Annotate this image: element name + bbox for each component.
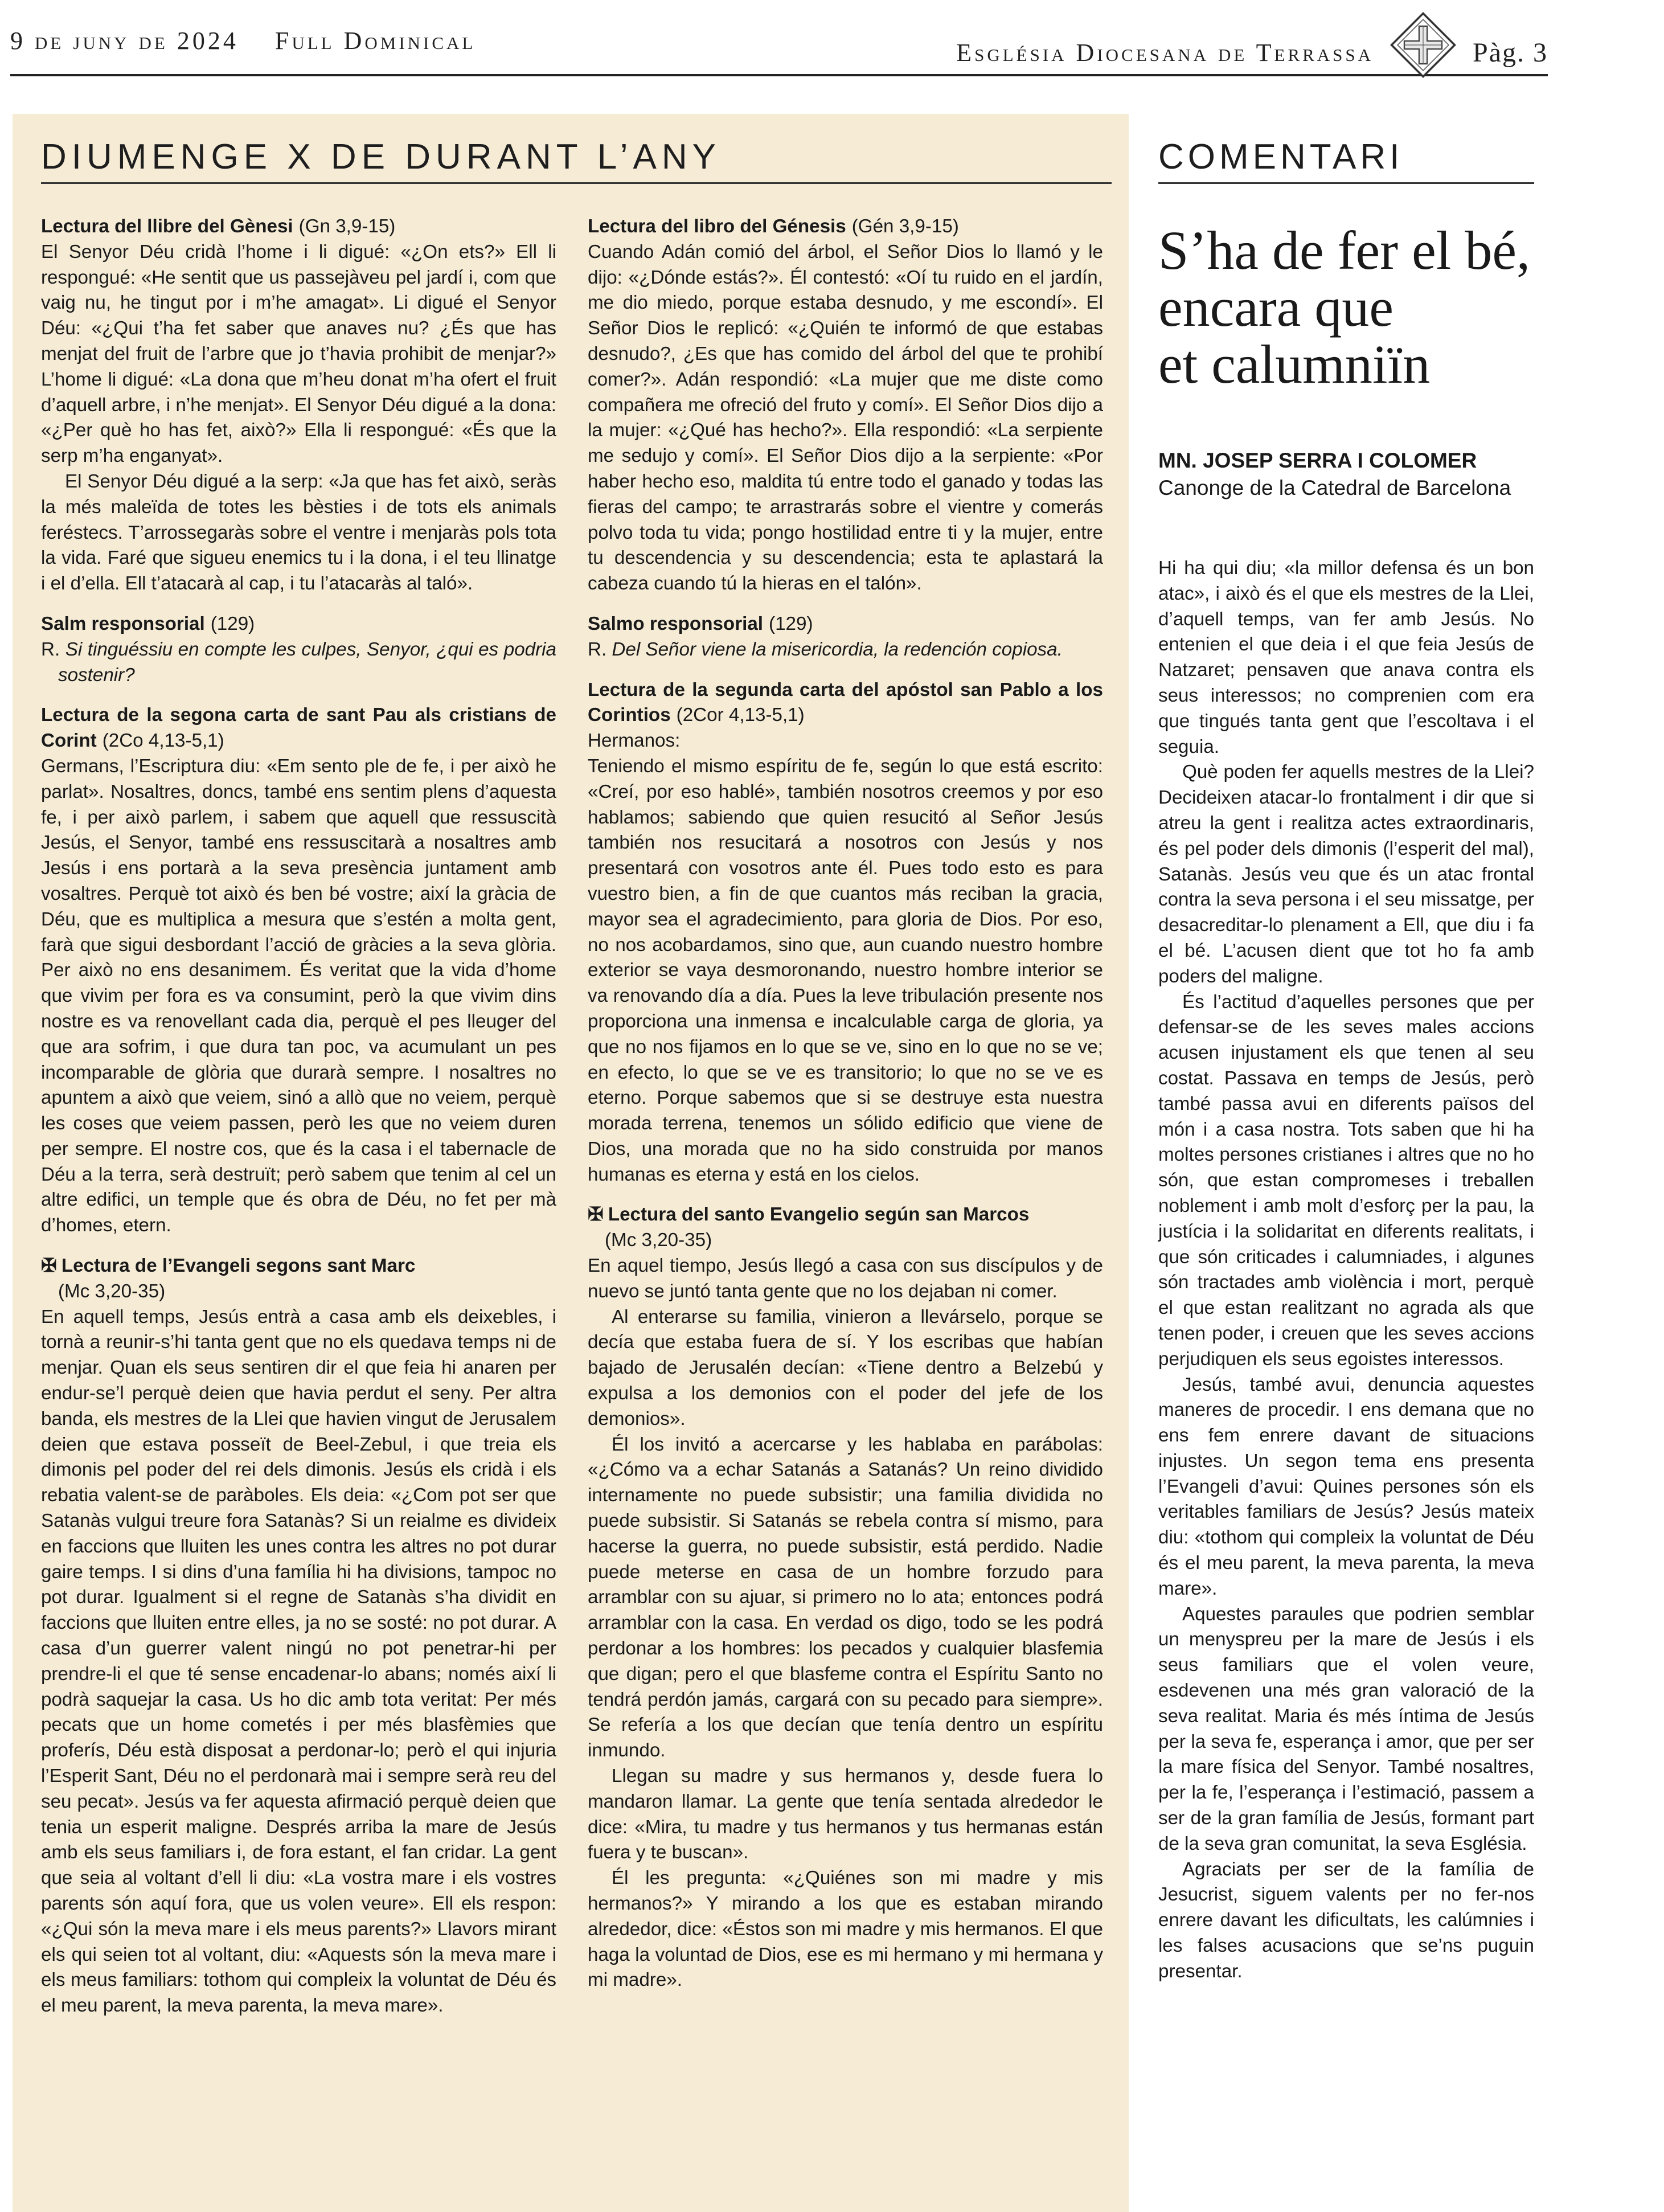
reading-paragraph: Germans, l’Escriptura diu: «Em sento ple de fe, i per això he parlat». Nosaltres, doncs, també ens sentim plens d’aquesta fe, i per això parlem, i sabem que aquell que ressuscità Jesús, el Senyor, també ens ressuscitarà a nosaltres amb Jesús i ens portarà a la seva presència juntament amb vosaltres. Perquè tot això és ben bé vostre; així la gràcia de Déu, que es multiplica a mesura que s’estén a molta gent, farà que sigui desbordant l’acció de gràcies a la seva glòria. Per això no ens desanimem. És veritat que la vida d’home que vivim per fora es va consumint, però la que vivim dins nostre es va renovellant cada dia, perquè el pes lleuger del que ara sofrim, i que dura tan poc, va acumulant un pes incomparable de glòria que durarà sempre. I nosaltres no apuntem a això que veiem, sinó a allò que no veiem, perquè les coses que veiem passen, però les que no veiem duren per sempre. El nostre cos, que és la casa i el tabernacle de Déu a la terra, serà destruït; però sabem que tenim al cel un altre edifici, un temple que és obra de Déu, no fet per mà d’homes, etern. (41, 755, 556, 1236)
psalm-reference: (129) (769, 613, 813, 634)
catalan-readings-column (41, 214, 556, 2019)
readings-panel (13, 114, 1129, 2212)
commentary-section-title: COMENTARI (1158, 137, 1404, 177)
reading-reference: (2Co 4,13-5,1) (102, 730, 224, 752)
gospel-title-text: Lectura del santo Evangelio según san Marcos (608, 1204, 1030, 1226)
gospel-title-text: Lectura de l’Evangeli segons sant Marc (61, 1255, 416, 1277)
response-marker: R. (41, 638, 60, 660)
header-left (10, 26, 476, 55)
reading-greeting: Hermanos: (588, 730, 681, 752)
psalm-reference: (129) (210, 613, 255, 634)
psalm-title (41, 612, 556, 637)
reading-paragraph: El Senyor Déu digué a la serp: «Ja que has fet això, seràs la més maleïda de totes les bèsties i de tots els animals feréstecs. T’arrossegaràs sobre el ventre i menjaràs pols tota la vida. Faré que sigueu enemics tu i la dona, i el teu llinatge i el d’ella. Ell t’atacarà al cap, i tu l’atacaràs al taló». (41, 470, 556, 595)
diocese-name: Església Diocesana de Terrassa (956, 38, 1374, 67)
commentary-paragraph: Què poden fer aquells mestres de la Llei? Decideixen atacar-lo frontalment i dir que si atreu la gent i realitza actes extraordinaris, és pel poder dels dimonis (l’esperit del mal), Satanàs. Jesús veu que és un atac frontal contra la seva persona i el seu missatge, per desacreditar-lo plenament a Ell, que diu i fa el bé. L’acusen dient que tot ho fa amb poders del maligne. (1158, 761, 1534, 987)
second-reading-title (588, 678, 1103, 729)
headline-line: et calumniïn (1158, 334, 1431, 395)
commentary-paragraph: Agraciats per ser de la família de Jesucrist, siguem valents per no fer-nos enrere davant les dificultats, les calúmnies i les falses acusacions que se’ns puguin presentar. (1158, 1858, 1534, 1982)
psalm-response (588, 637, 1103, 663)
response-marker: R. (588, 638, 607, 660)
commentary-paragraph: És l’actitud d’aquelles persones que per defensar-se de les seves males accions acusen injustament els que tenen al seu costat. Passava en temps de Jesús, però també passa avui en diferents països del món i a casa nostra. Tots saben que hi ha moltes persones cristianes i altres que no ho són, que estan compromeses i treballen noblement i amb molt d’esforç per la pau, la justícia i la solidaritat en diferents realitats, i que són criticades i calumniades, i algunes són tractades amb violència i mort, perquè el que estan realitzant no agrada als que tenen poder, i creuen que les seves accions perjudiquen els seus egoistes interessos. (1158, 991, 1534, 1370)
gospel-reference: (Mc 3,20-35) (58, 1280, 166, 1302)
issue-date: 9 de juny de 2024 (10, 27, 239, 55)
first-reading-title (41, 214, 556, 240)
gospel-cross-icon: ✠ (41, 1255, 57, 1277)
reading-title-text: Lectura del libro del Génesis (588, 216, 846, 237)
commentary-headline (1158, 222, 1546, 393)
reading-reference: (2Cor 4,13-5,1) (676, 704, 805, 726)
commentary-paragraph: Jesús, també avui, denuncia aquestes maneres de procedir. I ens demana que no ens fem enrere davant de situacions injustes. Un segon tema ens presenta l’Evangeli d’avui: Quines persones són els veritables familiars de Jesús? Jesús mateix diu: «tothom qui compleix la voluntat de Déu és el meu parent, la meva parenta, la meva mare». (1158, 1374, 1534, 1599)
commentary-body (1158, 556, 1534, 1985)
psalm-response (41, 637, 556, 689)
second-reading-title (41, 703, 556, 754)
psalm-response-text: Si tinguéssiu en compte les culpes, Senyor, ¿qui es podria sostenir? (58, 638, 556, 686)
headline-line: S’ha de fer el bé, (1158, 220, 1531, 281)
reading-paragraph: En aquell temps, Jesús entrà a casa amb els deixebles, i tornà a reunir-s’hi tanta gent que no els quedava temps ni de menjar. Quan els seus sentiren dir el que feia hi anaren per endur-se’l perquè deien que havia perdut el seny. Per altra banda, els mestres de la Llei que havien vingut de Jerusalem deien que estava posseït de Beel-Zebul, i que treia els dimonis pel poder del rei dels dimonis. Jesús els cridà i els rebatia valent-se de paràboles. Els deia: «¿Com pot ser que Satanàs vulgui treure fora Satanàs? Si un reialme es divideix en faccions que lluiten les unes contra les altres no pot durar gaire temps. I si dins d’una família hi ha divisions, tampoc no pot durar. Igualment si el regne de Satanàs s’ha dividit en faccions que lluiten entre elles, ja no se sosté: no pot durar. A casa d’un guerrer valent ningú no pot penetrar-hi per prendre-li el que té sense encadenar-lo abans; només així li podrà saquejar la casa. Us ho dic amb tota veritat: Per més pecats que un home cometés i per més blasfèmies que proferís, Déu està disposat a perdonar-lo; però el qui injuria l’Esperit Sant, Déu no el perdonarà mai i sempre serà reu del seu pecat». Jesús va fer aquesta afirmació perquè deien que tenia un esperit maligne. Després arriba la mare de Jesús amb els seus familiars i, de fora estant, el fan cridar. La gent que seia al voltant d’ell li diu: «La vostra mare i els vostres parents són aquí fora, que us volen veure». Ell els respon: «¿Qui són la meva mare i els meus parents?» Llavors mirant els qui seien tot al voltant, diu: «Aquests són la meva mare i els meus familiars: tothom qui compleix la voluntat de Déu és el meu parent, la meva parenta, la meva mare». (41, 1306, 556, 2017)
page-header (10, 22, 1548, 76)
headline-line: encara que (1158, 277, 1394, 338)
commentary-paragraph: Hi ha qui diu; «la millor defensa és un bon atac», i això és el que els mestres de la Llei, d’aquell temps, van fer amb Jesús. No entenien el que deia i el que feia Jesús de Natzaret; pensaven que anava contra els seus interessos; no comprenien com era que tingués tanta gent que l’escoltava i el seguia. (1158, 558, 1534, 757)
reading-paragraph: Él los invitó a acercarse y les hablaba en parábolas: «¿Cómo va a echar Satanás a Satanás? Un reino dividido internamente no puede subsistir; una familia dividida no puede subsistir. Si Satanás se rebela contra sí mismo, para hacerse la guerra, no puede subsistir, está perdido. Nadie puede meterse en casa de un hombre forzudo para arramblar con su ajuar, si primero no lo ata; entonces podrá arramblar con la casa. En verdad os digo, todo se les podrá perdonar a los hombres: los pecados y cualquier blasfemia que digan; pero el que blasfeme contra el Espíritu Santo no tendrá perdón jamás, cargará con su pecado para siempre». Se refería a los que decían que tenía dentro un espíritu inmundo. (588, 1433, 1103, 1762)
reading-paragraph: Al enterarse su familia, vinieron a llevárselo, porque se decía que estaba fuera de sí. Y los escribas que habían bajado de Jerusalén decían: «Tiene dentro a Belzebú y expulsa a los demonios con el poder del jefe de los demonios». (588, 1306, 1103, 1429)
reading-paragraph: Cuando Adán comió del árbol, el Señor Dios lo llamó y le dijo: «¿Dónde estás?». Él contestó: «Oí tu ruido en el jardín, me dio miedo, porque estaba desnudo, y me escondí». El Señor Dios le replicó: «¿Quién te informó de que estabas desnudo?, ¿Es que has comido del árbol del que te prohibí comer?». Adán respondió: «La mujer que me diste como compañera me ofreció del fruto y comí». El Señor Dios dijo a la mujer: «¿Qué has hecho?». Ella respondió: «La serpiente me sedujo y comí». El Señor Dios dijo a la serpiente: «Por haber hecho eso, maldita tú entre todo el ganado y todas las fieras del campo; te arrastrarás sobre el vientre y comerás polvo toda tu vida; pongo hostilidad entre ti y la mujer, entre tu descendencia y su descendencia; esta te aplastará la cabeza cuando tú la hieras en el talón». (588, 241, 1103, 595)
psalm-title-text: Salm responsorial (41, 613, 205, 634)
reading-title-text: Lectura del llibre del Gènesi (41, 216, 293, 237)
spanish-readings-column (588, 214, 1103, 1993)
publication-name: Full Dominical (274, 27, 476, 55)
reading-title-text: Lectura de la segona carta de sant Pau als cristians de Corint (41, 704, 556, 752)
section-divider (41, 182, 1112, 184)
header-right (956, 26, 1548, 79)
reading-paragraph: Llegan su madre y sus hermanos y, desde fuera lo mandaron llamar. La gente que tenía sentada alrededor le dice: «Mira, tu madre y tus hermanos y tus hermanas están fuera y te buscan». (588, 1765, 1103, 1863)
reading-paragraph: Él les pregunta: «¿Quiénes son mi madre y mis hermanos?» Y mirando a los que es estaban mirando alrededor, dice: «Éstos son mi madre y mis hermanos. El que haga la voluntad de Dios, ese es mi hermano y mi hermana y mi madre». (588, 1867, 1103, 1991)
gospel-reference: (Mc 3,20-35) (605, 1230, 712, 1251)
author-name: MN. JOSEP SERRA I COLOMER (1158, 449, 1477, 472)
psalm-title (588, 612, 1103, 637)
reading-paragraph: Teniendo el mismo espíritu de fe, según lo que está escrito: «Creí, por eso hablé», también nosotros creemos y por eso hablamos; sabiendo que quien resucitó al Señor Jesús también nos resucitará a nosotros con Jesús y nos presentará con vosotros ante él. Pues todo esto es para vuestro bien, a fin de que cuantos más reciban la gracia, mayor sea el agradecimiento, para gloria de Dios. Por eso, no nos acobardamos, sino que, aun cuando nuestro hombre exterior se vaya desmoronando, nuestro hombre interior se va renovando día a día. Pues la leve tribulación presente nos proporciona una inmensa e incalculable carga de gloria, ya que no nos fijamos en lo que se ve, sino en lo que no se ve; en efecto, lo que se ve es transitorio; lo que no se ve es eterno. Porque sabemos que si se destruye esta nuestra morada terrena, tenemos un sólido edificio que viene de Dios, una morada que no ha sido construida por manos humanas es eterna y está en los cielos. (588, 755, 1103, 1185)
readings-section-title: DIUMENGE X DE DURANT L’ANY (41, 137, 722, 177)
reading-reference: (Gén 3,9-15) (851, 216, 959, 237)
reading-reference: (Gn 3,9-15) (298, 216, 396, 237)
author-role: Canonge de la Catedral de Barcelona (1158, 476, 1511, 499)
psalm-title-text: Salmo responsorial (588, 613, 764, 634)
gospel-cross-icon: ✠ (588, 1204, 604, 1226)
commentary-paragraph: Aquestes paraules que podrien semblar un menyspreu per la mare de Jesús i els seus familiars que el volen veure, esdevenen una més gran valoració de la seva realitat. Maria és més íntima de Jesús per la seva fe, esperança i amor, que per ser la mare física del Senyor. També nosaltres, per la fe, l’esperança i l’estimació, passem a ser de la gran família de Jesús, formant part de la seva gran comunitat, la seva Església. (1158, 1603, 1534, 1854)
reading-paragraph: El Senyor Déu cridà l’home i li digué: «¿On ets?» Ell li respongué: «He sentit que us passejàveu pel jardí i, com que vaig nu, he tingut por i m’he amagat». Li digué el Senyor Déu: «¿Qui t’ha fet saber que anaves nu? ¿És que has menjat del fruit de l’arbre que jo t’havia prohibit de menjar?» L’home li digué: «La dona que m’heu donat m’ha ofert el fruit d’aquell arbre, i n’he menjat». El Senyor Déu digué a la dona: «¿Per què ho has fet, això?» Ella li respongué: «És que la serp m’ha enganyat». (41, 241, 556, 467)
page-number: Pàg. 3 (1473, 37, 1548, 68)
first-reading-title (588, 214, 1103, 240)
psalm-response-text: Del Señor viene la misericordia, la redención copiosa. (612, 638, 1063, 660)
diocese-cross-logo-icon (1390, 11, 1457, 79)
reading-paragraph: En aquel tiempo, Jesús llegó a casa con sus discípulos y de nuevo se juntó tanta gente que no los dejaban ni comer. (588, 1255, 1103, 1302)
gospel-title (41, 1254, 556, 1305)
section-divider (1158, 182, 1534, 184)
reading-title-text: Lectura de la segunda carta del apóstol san Pablo a los Corintios (588, 679, 1103, 726)
gospel-title (588, 1202, 1103, 1254)
